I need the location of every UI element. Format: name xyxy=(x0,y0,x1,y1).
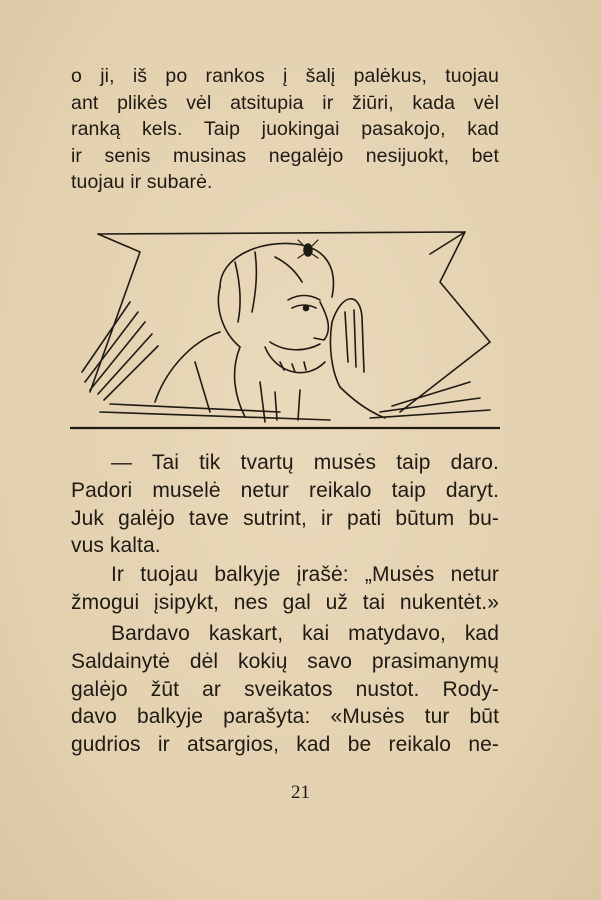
second-paragraph xyxy=(71,561,499,617)
page-number: 21 xyxy=(291,782,310,803)
text-line: tuojau ir subarė. xyxy=(71,171,213,194)
text-line: ranką kels. Taip juokingai pasakojo, kad xyxy=(71,118,499,141)
text-line: Padori muselė netur reikalo taip daryt. xyxy=(71,478,499,502)
text-line: vus kalta. xyxy=(71,534,161,558)
text-line: Ir tuojau balkyje įrašė: „Musės netur xyxy=(111,563,499,586)
text-line: gudrios ir atsargios, kad be reikalo ne- xyxy=(71,733,499,757)
top-paragraph xyxy=(71,63,499,196)
text-line: o ji, iš po rankos į šalį palėkus, tuojau xyxy=(71,65,499,87)
old-man-with-fly-icon xyxy=(70,222,500,436)
text-line: Juk galėjo tave sutrint, ir pati būtum bu- xyxy=(71,506,499,530)
text-line: Saldainytė dėl kokių savo prasimanymų xyxy=(71,649,499,673)
text-line: — Tai tik tvartų musės taip daro. xyxy=(111,451,499,474)
text-line: žmogui įsipykt, nes gal už tai nukentėt.» xyxy=(71,590,499,614)
dialogue-paragraph xyxy=(71,449,499,560)
text-line: davo balkyje parašyta: «Musės tur būt xyxy=(71,705,499,729)
text-line: ir senis musinas negalėjo nesijuokt, bet xyxy=(71,144,499,167)
text-line: ant plikės vėl atsitupia ir žiūri, kada vėl xyxy=(71,91,499,114)
text-line: galėjo žūt ar sveikatos nustot. Rody- xyxy=(71,677,499,701)
third-paragraph xyxy=(71,620,499,759)
text-line: Bardavo kaskart, kai matydavo, kad xyxy=(111,622,499,645)
